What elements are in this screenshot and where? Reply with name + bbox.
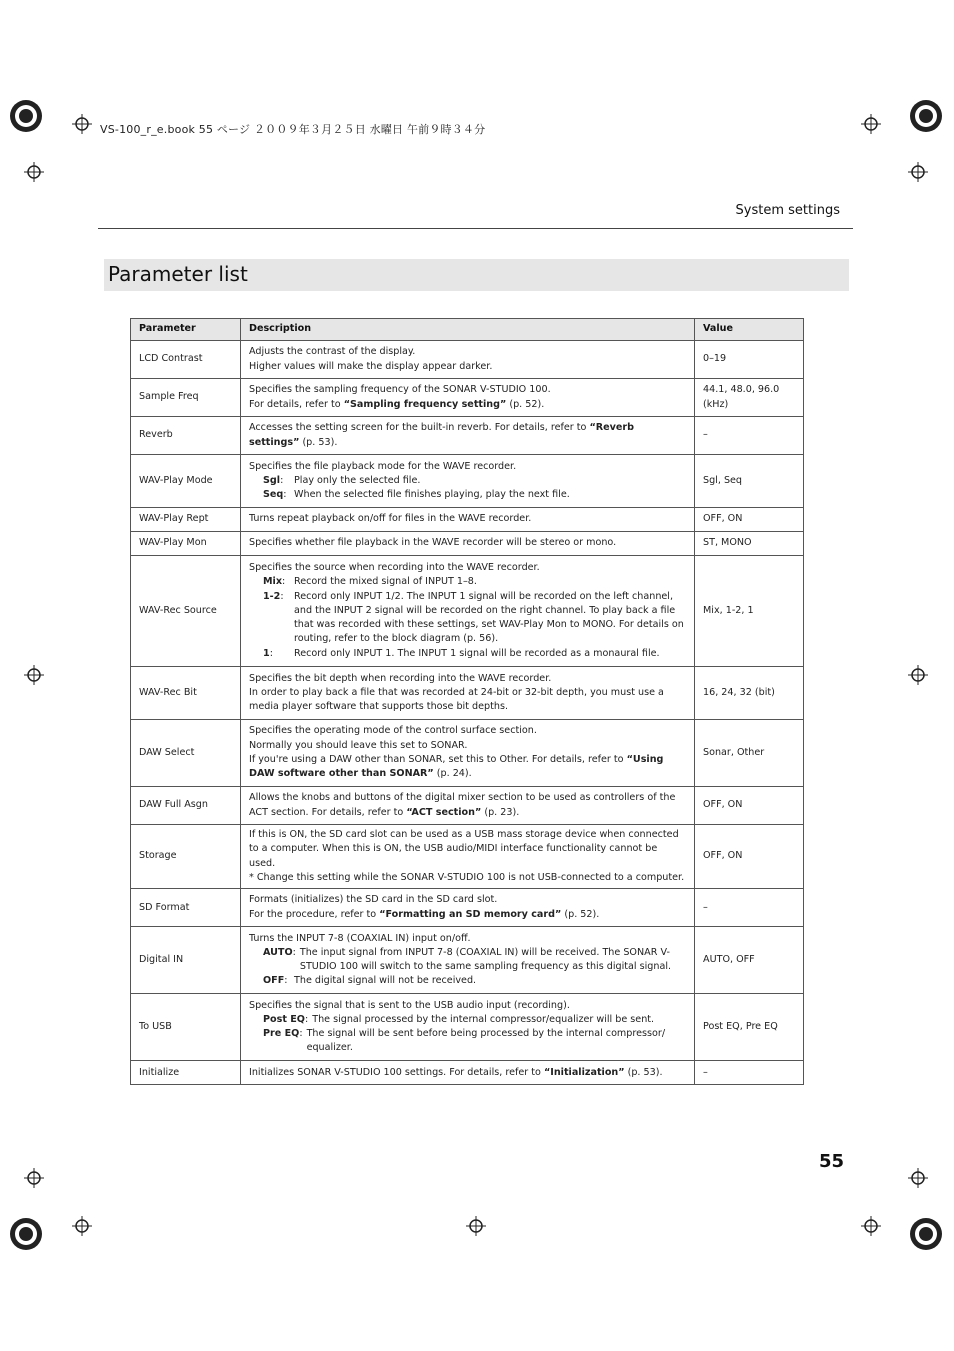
- value-cell: Mix, 1-2, 1: [695, 556, 804, 667]
- ref-page: (p. 53).: [299, 436, 338, 448]
- description-cell: [241, 720, 695, 787]
- cross-reference: “Using DAW software other than SONAR”: [249, 754, 664, 780]
- table-row: [131, 379, 804, 417]
- registration-mark-bottom-right: [908, 1216, 944, 1252]
- table-row: [131, 994, 804, 1061]
- table-row: [131, 825, 804, 889]
- param-cell: Storage: [131, 825, 241, 889]
- description-line: Specifies the bit depth when recording into the WAVE recorder.: [249, 672, 552, 684]
- option-term: OFF: [263, 975, 285, 987]
- value-cell: AUTO, OFF: [695, 927, 804, 994]
- parameter-table: [130, 318, 804, 1085]
- option-item: OFF: The digital signal will not be received.: [249, 974, 686, 988]
- param-cell: DAW Full Asgn: [131, 787, 241, 825]
- column-header-parameter: Parameter: [131, 319, 241, 341]
- table-row: [131, 556, 804, 667]
- option-definition: Record only INPUT 1. The INPUT 1 signal will be recorded as a monaural file.: [294, 647, 660, 659]
- description-line: Formats (initializes) the SD card in the SD card slot.: [249, 894, 498, 906]
- section-title: System settings: [735, 203, 840, 218]
- option-definition: Record the mixed signal of INPUT 1–8.: [294, 576, 477, 588]
- description-line: If this is ON, the SD card slot can be used as a USB mass storage device when connected to a computer. When this is ON, the USB audio/MIDI interface functionality cannot be used.: [249, 829, 679, 869]
- table-row: [131, 889, 804, 927]
- description-ref-line: [249, 908, 686, 922]
- description-line: Specifies the source when recording into the WAVE recorder.: [249, 561, 540, 573]
- table-header-row: [131, 319, 804, 341]
- table-row: [131, 341, 804, 379]
- crosshair-mark-top-right: [861, 114, 881, 134]
- description-line: Turns the INPUT 7-8 (COAXIAL IN) input on/off.: [249, 932, 471, 944]
- value-cell: –: [695, 889, 804, 927]
- option-definition: Record only INPUT 1/2. The INPUT 1 signal will be recorded on the left channel, and the INPUT 2 signal will be recorded on the right channel. To play back a file that was recorded with these settings, set WAV-Play Mon to MONO. For details on routing, refer to the block diagram (p. 56).: [294, 590, 684, 645]
- value-cell: Sonar, Other: [695, 720, 804, 787]
- description-cell: [241, 341, 695, 379]
- ref-page: (p. 24).: [433, 768, 472, 780]
- option-term: Post EQ: [263, 1013, 305, 1025]
- value-cell: OFF, ON: [695, 825, 804, 889]
- page-heading: Parameter list: [108, 262, 248, 286]
- description-ref-line: [249, 753, 686, 782]
- ref-page: (p. 52).: [561, 908, 600, 920]
- option-definition: When the selected file finishes playing, play the next file.: [294, 489, 570, 501]
- param-cell: WAV-Play Mode: [131, 455, 241, 508]
- description-ref-line: [249, 398, 686, 412]
- param-cell: WAV-Rec Source: [131, 556, 241, 667]
- ref-page: (p. 52).: [506, 398, 545, 410]
- option-definition: The input signal from INPUT 7-8 (COAXIAL IN) will be received. The SONAR V-STUDIO 100 will switch to the same sampling frequency as this digital signal.: [299, 946, 672, 973]
- ref-text: For the procedure, refer to: [249, 908, 380, 920]
- option-item: Seq: When the selected file finishes playing, play the next file.: [249, 488, 686, 502]
- page-number: 55: [818, 1151, 844, 1172]
- description-cell: [241, 1061, 695, 1085]
- cross-reference: “Sampling frequency setting”: [343, 398, 507, 410]
- column-header-description: Description: [241, 319, 695, 341]
- crosshair-mark-right-upper: [908, 162, 928, 182]
- option-definition: The signal will be sent before being processed by the internal compressor/ equalizer.: [306, 1028, 666, 1054]
- param-cell: LCD Contrast: [131, 341, 241, 379]
- crosshair-mark-left-lower: [24, 1168, 44, 1188]
- value-cell: –: [695, 1061, 804, 1085]
- cross-reference: “Initialization”: [543, 1066, 625, 1078]
- param-cell: To USB: [131, 994, 241, 1061]
- value-cell: 0–19: [695, 341, 804, 379]
- description-text: Initializes SONAR V-STUDIO 100 settings. For details, refer to: [249, 1066, 544, 1078]
- value-cell: ST, MONO: [695, 532, 804, 556]
- description-text: Allows the knobs and buttons of the digital mixer section to be used as controllers of the ACT section. For details, refer to: [249, 792, 676, 818]
- param-cell: Digital IN: [131, 927, 241, 994]
- description-line: Specifies the signal that is sent to the USB audio input (recording).: [249, 999, 570, 1011]
- description-cell: [241, 927, 695, 994]
- option-term: Seq: [263, 489, 284, 501]
- description-line: Specifies the operating mode of the control surface section.: [249, 725, 537, 737]
- option-term: 1: [263, 647, 270, 659]
- registration-mark-top-right: [908, 98, 944, 134]
- param-cell: WAV-Rec Bit: [131, 667, 241, 720]
- cross-reference: “Formatting an SD memory card”: [379, 908, 562, 920]
- description-cell: Specifies whether file playback in the WAVE recorder will be stereo or mono.: [241, 532, 695, 556]
- option-definition: The digital signal will not be received.: [294, 975, 477, 987]
- table-row: [131, 787, 804, 825]
- header-rule: [98, 228, 853, 229]
- table-row: [131, 667, 804, 720]
- table-row: [131, 508, 804, 532]
- value-cell: OFF, ON: [695, 787, 804, 825]
- description-note: * Change this setting while the SONAR V-STUDIO 100 is not USB-connected to a computer.: [249, 871, 685, 883]
- print-header: VS-100_r_e.book 55 ページ ２００９年３月２５日 水曜日 午前９時３４分: [100, 123, 486, 136]
- option-item: 1-2: Record only INPUT 1/2. The INPUT 1 signal will be recorded on the left channel, and the INPUT 2 signal will be recorded on the right channel. To play back a file that was recorded with these settings, set WAV-Play Mon to MONO. For details on routing, refer to the block diagram (p. 56).: [249, 590, 686, 647]
- value-cell: OFF, ON: [695, 508, 804, 532]
- value-cell: Post EQ, Pre EQ: [695, 994, 804, 1061]
- table-row: [131, 455, 804, 508]
- crosshair-mark-bottom-left: [72, 1216, 92, 1236]
- param-cell: WAV-Play Mon: [131, 532, 241, 556]
- option-term: Pre EQ: [263, 1028, 300, 1040]
- table-row: [131, 532, 804, 556]
- crosshair-mark-bottom-right: [861, 1216, 881, 1236]
- description-line: In order to play back a file that was recorded at 24-bit or 32-bit depth, you must use a media player software that supports those bit depths.: [249, 686, 664, 713]
- param-cell: WAV-Play Rept: [131, 508, 241, 532]
- description-line: Specifies the file playback mode for the WAVE recorder.: [249, 460, 517, 472]
- description-cell: [241, 667, 695, 720]
- option-item: AUTO: The input signal from INPUT 7-8 (COAXIAL IN) will be received. The SONAR V-STUDIO 100 will switch to the same sampling frequency as this digital signal.: [249, 946, 686, 975]
- description-line: Specifies the sampling frequency of the SONAR V-STUDIO 100.: [249, 384, 551, 396]
- value-line: (kHz): [703, 398, 729, 410]
- description-line: Normally you should leave this set to SONAR.: [249, 739, 468, 751]
- crosshair-mark-right-middle: [908, 665, 928, 685]
- description-line: Adjusts the contrast of the display.: [249, 346, 416, 358]
- value-line: 44.1, 48.0, 96.0: [703, 384, 780, 396]
- description-cell: Turns repeat playback on/off for files in the WAVE recorder.: [241, 508, 695, 532]
- value-cell: 16, 24, 32 (bit): [695, 667, 804, 720]
- description-cell: [241, 417, 695, 455]
- param-cell: SD Format: [131, 889, 241, 927]
- option-term: Sgl: [263, 474, 281, 486]
- ref-page: (p. 53).: [624, 1066, 663, 1078]
- table-row: [131, 1061, 804, 1085]
- description-cell: [241, 994, 695, 1061]
- crosshair-mark-top-left: [72, 114, 92, 134]
- description-cell: [241, 889, 695, 927]
- crosshair-mark-right-lower: [908, 1168, 928, 1188]
- option-definition: The signal processed by the internal compressor/equalizer will be sent.: [312, 1013, 655, 1025]
- registration-mark-bottom-left: [8, 1216, 44, 1252]
- option-definition: Play only the selected file.: [294, 474, 421, 486]
- description-cell: [241, 455, 695, 508]
- param-cell: Initialize: [131, 1061, 241, 1085]
- value-cell: Sgl, Seq: [695, 455, 804, 508]
- description-line: Higher values will make the display appear darker.: [249, 360, 493, 372]
- option-term: 1-2: [263, 590, 281, 602]
- description-cell: [241, 556, 695, 667]
- param-cell: Reverb: [131, 417, 241, 455]
- description-text: Accesses the setting screen for the built-in reverb. For details, refer to: [249, 422, 590, 434]
- table-row: [131, 417, 804, 455]
- registration-mark-top-left: [8, 98, 44, 134]
- cross-reference: “Reverb settings”: [249, 422, 634, 448]
- param-cell: Sample Freq: [131, 379, 241, 417]
- option-item: Sgl: Play only the selected file.: [249, 474, 686, 488]
- description-cell: [241, 787, 695, 825]
- heading-bar: [104, 259, 849, 291]
- option-item: 1: Record only INPUT 1. The INPUT 1 signal will be recorded as a monaural file.: [249, 647, 686, 661]
- ref-text: If you're using a DAW other than SONAR, set this to Other. For details, refer to: [249, 754, 627, 765]
- option-item: Pre EQ: The signal will be sent before being processed by the internal compressor/ equalizer.: [249, 1027, 686, 1056]
- value-cell: [695, 379, 804, 417]
- option-item: Mix: Record the mixed signal of INPUT 1–8.: [249, 575, 686, 589]
- description-cell: [241, 825, 695, 889]
- table-row: [131, 927, 804, 994]
- option-item: Post EQ: The signal processed by the internal compressor/equalizer will be sent.: [249, 1013, 686, 1027]
- value-cell: –: [695, 417, 804, 455]
- ref-page: (p. 23).: [481, 806, 520, 818]
- table-row: [131, 720, 804, 787]
- option-term: Mix: [263, 576, 283, 588]
- crosshair-mark-left-upper: [24, 162, 44, 182]
- description-cell: [241, 379, 695, 417]
- cross-reference: “ACT section”: [406, 806, 482, 818]
- ref-text: For details, refer to: [249, 398, 344, 410]
- column-header-value: Value: [695, 319, 804, 341]
- crosshair-mark-bottom-center: [466, 1216, 486, 1236]
- crosshair-mark-left-middle: [24, 665, 44, 685]
- param-cell: DAW Select: [131, 720, 241, 787]
- option-term: AUTO: [263, 946, 293, 958]
